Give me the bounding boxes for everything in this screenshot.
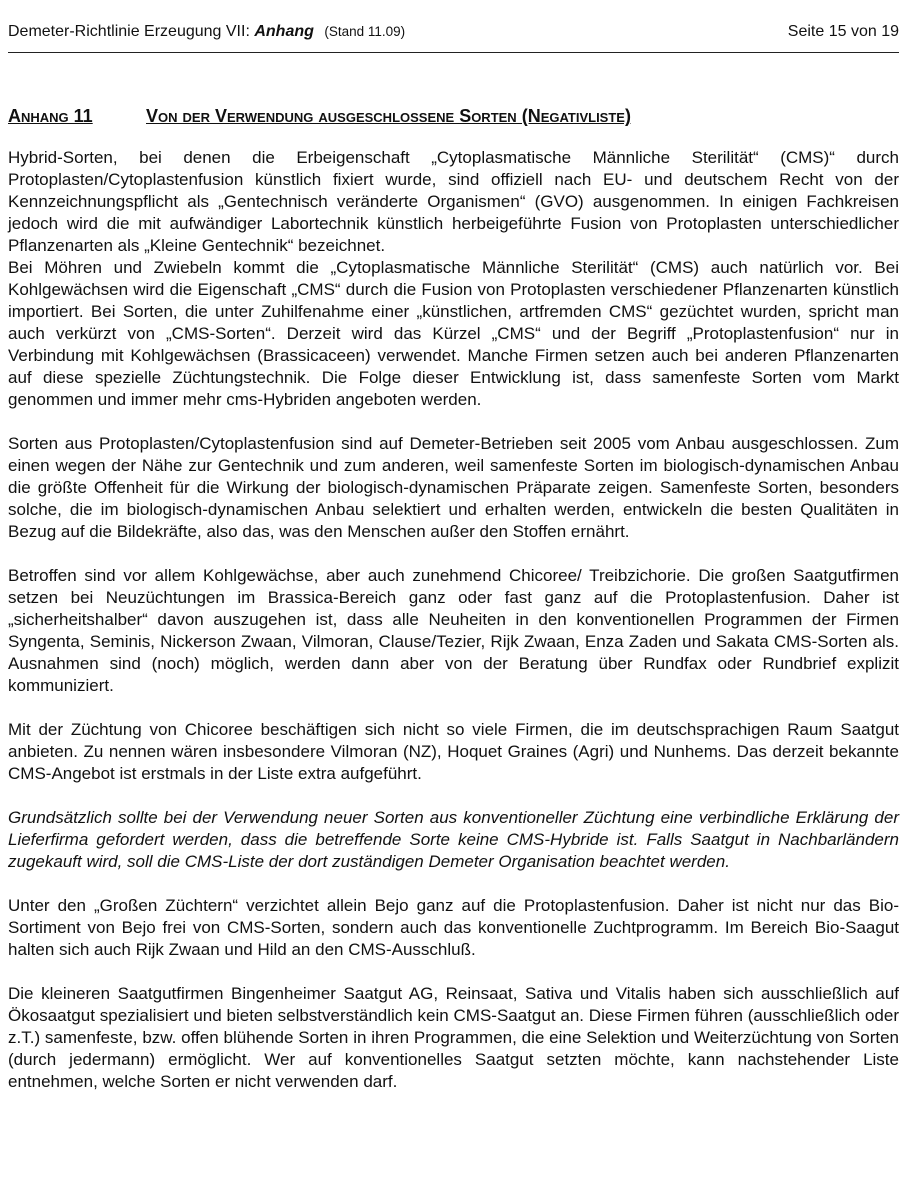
paragraph-8: Die kleineren Saatgutfirmen Bingenheimer Saatgut AG, Reinsaat, Sativa und Vitalis haben sich ausschließlich auf Ökosaatgut spezialisiert und bieten selbstverständlich kein CMS-Saatgut an. Diese Firmen führen (ausschließlich oder z.T.) samenfeste, bzw. offen blühende Sorten in ihren Programmen, die eine Selektion und Weiterzüchtung von Sorten (durch jedermann) ermöglicht. Wer auf konventionelles Saatgut setzten möchte, kann nachstehender Liste entnehmen, welche Sorten er nicht verwenden darf.: [8, 984, 899, 1091]
header-version: (Stand 11.09): [324, 24, 406, 39]
section-heading: [8, 105, 899, 127]
section-title: Von der Verwendung ausgeschlossene Sorten (Negativliste): [146, 106, 631, 126]
header-document-title: [8, 22, 405, 42]
header-page-number: Seite 15 von 19: [787, 23, 899, 40]
paragraph-3: Sorten aus Protoplasten/Cytoplastenfusion sind auf Demeter-Betrieben seit 2005 vom Anbau ausgeschlossen. Zum einen wegen der Nähe zur Gentechnik und zum anderen, weil samenfeste Sorten im biologisch-dynamischen Anbau die größte Offenheit für die Wirkung der biologisch-dynamischen Präparate zeigen. Samenfeste Sorten, besonders solche, die im biologisch-dynamischen Anbau selektiert und erhalten werden, entwickeln die besten Qualitäten in Bezug auf die Bildekräfte, also das, was den Menschen außer den Stoffen ernährt.: [8, 434, 899, 541]
paragraph-4: Betroffen sind vor allem Kohlgewächse, aber auch zunehmend Chicoree/ Treibzichorie. Die großen Saatgutfirmen setzen bei Neuzüchtungen im Brassica-Bereich ganz oder fast ganz auf die Protoplastenfusion. Daher ist „sicherheitshalber“ davon auszugehen ist, dass alle Neuheiten in den konventionellen Programmen der Firmen Syngenta, Seminis, Nickerson Zwaan, Vilmoran, Clause/Tezier, Rijk Zwaan, Enza Zaden und Sakata CMS-Sorten als. Ausnahmen sind (noch) möglich, werden dann aber von der Beratung über Rundfax oder Rundbrief explizit kommuniziert.: [8, 566, 899, 695]
section-number: Anhang 11: [8, 106, 93, 126]
page-header: [8, 0, 899, 53]
paragraph-5: Mit der Züchtung von Chicoree beschäftigen sich nicht so viele Firmen, die im deutschsprachigen Raum Saatgut anbieten. Zu nennen wären insbesondere Vilmoran (NZ), Hoquet Graines (Agri) und Nunhems. Das derzeit bekannte CMS-Angebot ist erstmals in der Liste extra aufgeführt.: [8, 720, 899, 783]
paragraph-2: Bei Möhren und Zwiebeln kommt die „Cytoplasmatische Männliche Sterilität“ (CMS) auch natürlich vor. Bei Kohlgewächsen wird die Eigenschaft „CMS“ durch die Fusion von Protoplasten verschiedener Pflanzenarten künstlich importiert. Bei Sorten, die unter Zuhilfenahme einer „künstlichen, artfremden CMS“ gezüchtet wurden, spricht man auch verkürzt von „CMS-Sorten“. Derzeit wird das Kürzel „CMS“ und der Begriff „Protoplastenfusion“ nur in Verbindung mit Kohlgewächsen (Brassicaceen) verwendet. Manche Firmen setzen auch bei anderen Pflanzenarten auf diese spezielle Züchtungstechnik. Die Folge dieser Entwicklung ist, dass samenfeste Sorten vom Markt genommen und immer mehr cms-Hybriden angeboten werden.: [8, 258, 899, 409]
header-prefix: Demeter-Richtlinie Erzeugung VII:: [8, 23, 250, 40]
header-section-emph: Anhang: [254, 23, 314, 40]
paragraph-6-italic-note: Grundsätzlich sollte bei der Verwendung neuer Sorten aus konventioneller Züchtung eine verbindliche Erklärung der Lieferfirma gefordert werden, dass die betreffende Sorte keine CMS-Hybride ist. Falls Saatgut in Nachbarländern zugekauft wird, soll die CMS-Liste der dort zuständigen Demeter Organisation beachtet werden.: [8, 808, 899, 871]
document-body: [8, 147, 899, 1093]
paragraph-1: Hybrid-Sorten, bei denen die Erbeigenschaft „Cytoplasmatische Männliche Sterilität“ (CMS)“ durch Protoplasten/Cytoplastenfusion künstlich fixiert wurde, sind offiziell nach EU- und deutschem Recht von der Kennzeichnungspflicht als „Gentechnisch veränderte Organismen“ (GVO) ausgenommen. In einigen Fachkreisen jedoch wird die mit aufwändiger Labortechnik künstlich herbeigeführte Fusion von Protoplasten unterschiedlicher Pflanzenarten als „Kleine Gentechnik“ bezeichnet.: [8, 148, 899, 255]
paragraph-7: Unter den „Großen Züchtern“ verzichtet allein Bejo ganz auf die Protoplastenfusion. Daher ist nicht nur das Bio-Sortiment von Bejo frei von CMS-Sorten, sondern auch das konventionelle Zuchtprogramm. Im Bereich Bio-Saagut halten sich auch Rijk Zwaan und Hild an den CMS-Ausschluß.: [8, 896, 899, 959]
